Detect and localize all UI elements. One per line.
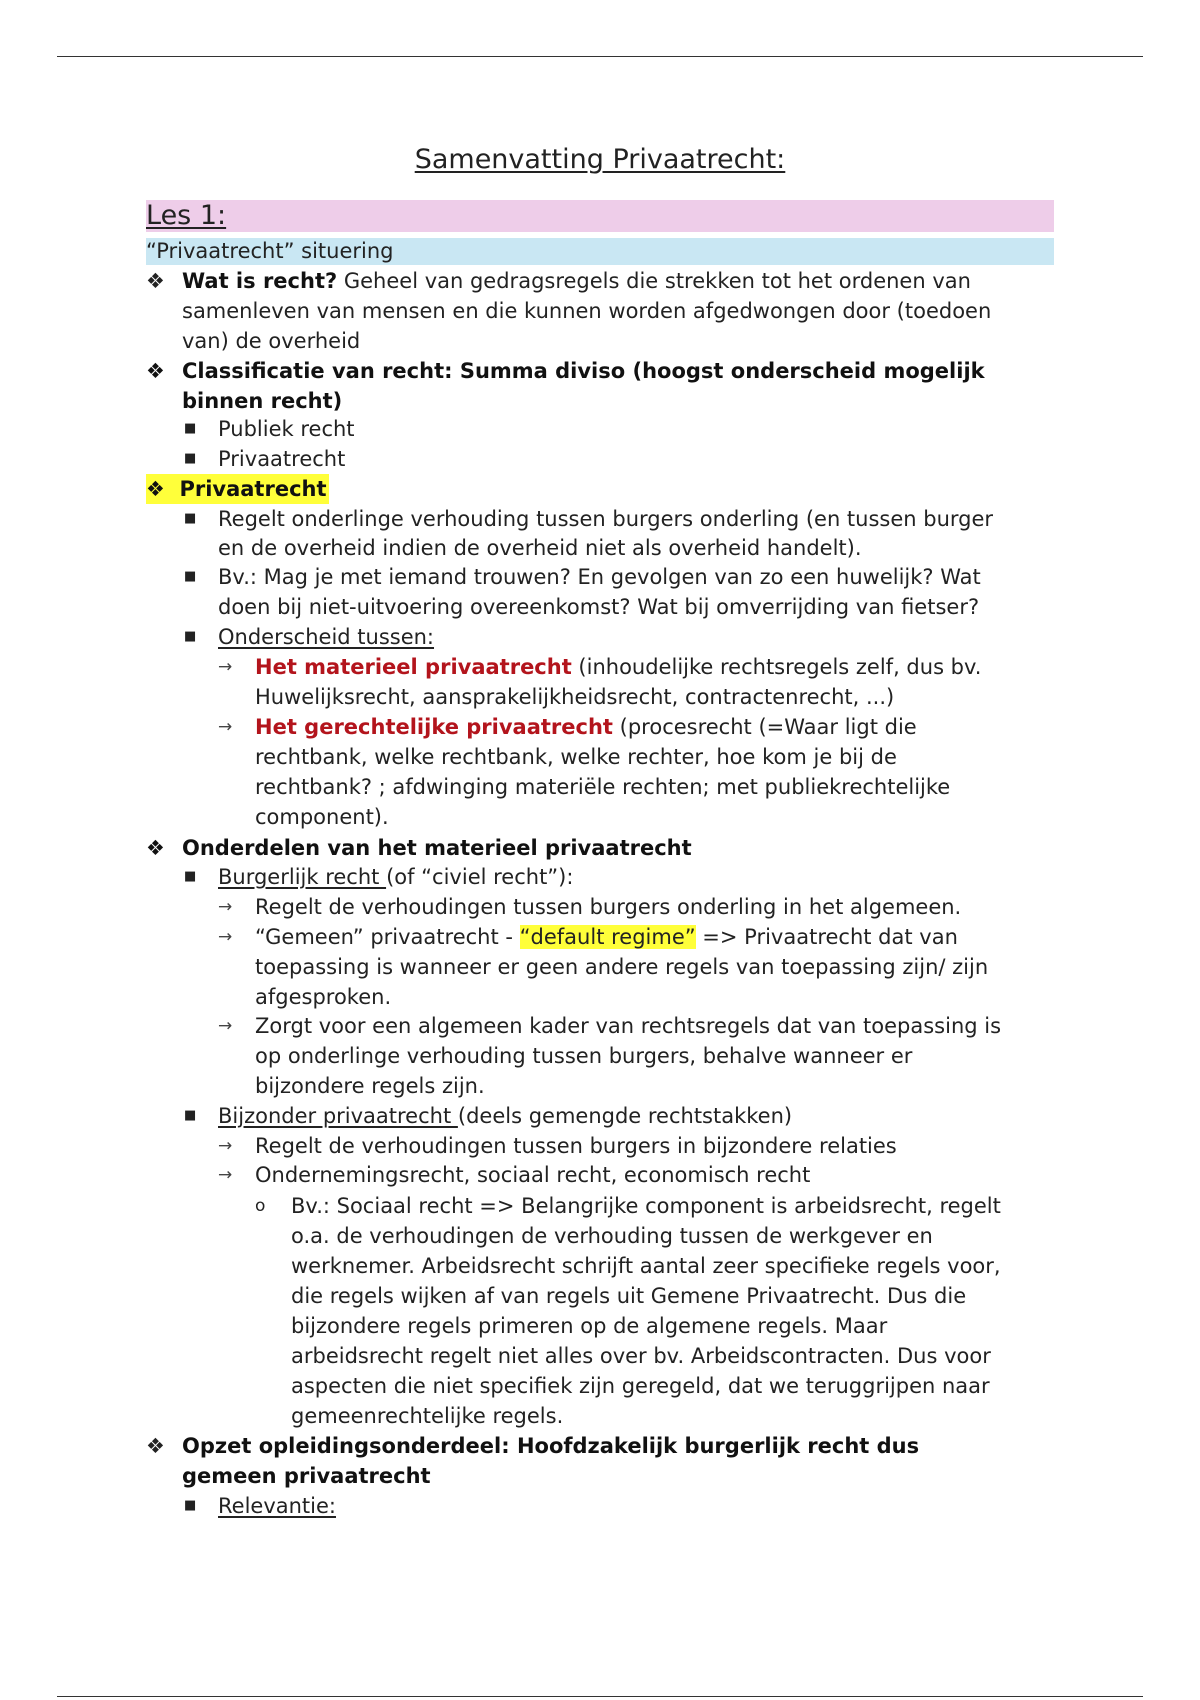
privaatrecht-b2-line-2: doen bij niet-uitvoering overeenkomst? Wat bij omverrijding van fietser?: [218, 595, 980, 619]
bijz-a2: Ondernemingsrecht, sociaal recht, economisch recht: [255, 1163, 811, 1187]
square-bullet-icon: ■: [184, 421, 197, 436]
footer-rule: [57, 1696, 1143, 1697]
arrow-bullet-icon: →: [218, 1165, 233, 1185]
bijzonder-privaatrecht-rest: (deels gemengde rechtstakken): [457, 1104, 793, 1128]
publiek-recht-item: Publiek recht: [218, 417, 355, 441]
burgerlijk-recht-term: Burgerlijk recht: [218, 865, 387, 889]
filled-diamond-bullet-icon: ❖: [146, 359, 165, 383]
square-bullet-icon: ■: [184, 869, 197, 884]
onderscheid-tussen: Onderscheid tussen:: [218, 625, 435, 649]
square-bullet-icon: ■: [184, 629, 197, 644]
square-bullet-icon: ■: [184, 1498, 197, 1513]
gerechtelijk-line-1: [255, 712, 917, 742]
arrow-bullet-icon: →: [218, 1136, 233, 1156]
bv-line-6: arbeidsrecht regelt niet alles over bv. Arbeidscontracten. Dus voor: [291, 1344, 991, 1368]
arrow-bullet-icon: →: [218, 927, 233, 947]
gerechtelijk-term: Het gerechtelijke privaatrecht: [255, 715, 613, 739]
wat-is-recht-line-1: [182, 266, 971, 296]
burgerlijk-recht-rest: (of “civiel recht”):: [386, 865, 574, 889]
lesson-heading-text: Les 1:: [146, 200, 227, 231]
materieel-line-1: [255, 652, 982, 682]
bijzonder-privaatrecht-line: [218, 1101, 792, 1131]
bijz-a1: Regelt de verhoudingen tussen burgers in bijzondere relaties: [255, 1134, 897, 1158]
bv-line-5: bijzondere regels primeren op de algemene regels. Maar: [291, 1314, 888, 1338]
materieel-line-2: Huwelijksrecht, aansprakelijkheidsrecht, contractenrecht, ...): [255, 685, 895, 709]
bv-line-2: o.a. de verhoudingen de verhouding tussen de werkgever en: [291, 1224, 933, 1248]
arrow-bullet-icon: →: [218, 717, 233, 737]
gerechtelijk-text: (procesrecht (=Waar ligt die: [612, 715, 917, 739]
bv-line-8: gemeenrechtelijke regels.: [291, 1404, 564, 1428]
opzet-line-2: gemeen privaatrecht: [182, 1464, 431, 1488]
arrow-bullet-icon: →: [218, 1016, 233, 1036]
wat-is-recht-term: Wat is recht?: [182, 269, 338, 293]
opzet-line-1: Opzet opleidingsonderdeel: Hoofdzakelijk burgerlijk recht dus: [182, 1434, 920, 1458]
relevantie-item: Relevantie:: [218, 1494, 336, 1518]
header-rule: [57, 56, 1143, 57]
bijzonder-privaatrecht-term: Bijzonder privaatrecht: [218, 1104, 458, 1128]
filled-diamond-bullet-icon: ❖: [146, 836, 165, 860]
gerechtelijk-line-4: component).: [255, 805, 389, 829]
bv-line-4: die regels wijken af van regels uit Gemene Privaatrecht. Dus die: [291, 1284, 967, 1308]
wat-is-recht-line-2: samenleven van mensen en die kunnen worden afgedwongen door (toedoen: [182, 299, 992, 323]
burg-a3-line-3: bijzondere regels zijn.: [255, 1074, 485, 1098]
classificatie-line-1: Classificatie van recht: Summa diviso (hoogst onderscheid mogelijk: [182, 359, 985, 383]
outline-diamond-bullet-icon: ❖: [146, 269, 165, 293]
gemeen-privaatrecht-text: “Gemeen” privaatrecht -: [255, 925, 520, 949]
privaatrecht-item: Privaatrecht: [218, 447, 346, 471]
arrow-bullet-icon: →: [218, 897, 233, 917]
privaatrecht-heading: [146, 474, 329, 504]
section-heading: [146, 238, 1054, 265]
bv-line-3: werknemer. Arbeidsrecht schrijft aantal zeer specifieke regels voor,: [291, 1254, 1001, 1278]
burg-a2-line-1: [255, 922, 958, 952]
onderdelen-heading: Onderdelen van het materieel privaatrecht: [182, 836, 692, 860]
privaatrecht-heading-text: Privaatrecht: [179, 477, 327, 501]
privaatrecht-b2-line-1: Bv.: Mag je met iemand trouwen? En gevolgen van zo een huwelijk? Wat: [218, 565, 981, 589]
materieel-text: (inhoudelijke rechtsregels zelf, dus bv.: [571, 655, 982, 679]
gerechtelijk-line-2: rechtbank, welke rechtbank, welke rechter, hoe kom je bij de: [255, 745, 897, 769]
square-bullet-icon: ■: [184, 569, 197, 584]
burgerlijk-recht-line: [218, 862, 573, 892]
privaatrecht-b1-line-2: en de overheid indien de overheid niet als overheid handelt).: [218, 536, 862, 560]
filled-diamond-bullet-icon: ❖: [146, 477, 165, 501]
arrow-bullet-icon: →: [218, 657, 233, 677]
classificatie-line-2: binnen recht): [182, 389, 343, 413]
gerechtelijk-line-3: rechtbank? ; afdwinging materiële rechten; met publiekrechtelijke: [255, 775, 951, 799]
square-bullet-icon: ■: [184, 451, 197, 466]
default-regime-highlight: “default regime”: [519, 925, 696, 949]
privaatrecht-b1-line-1: Regelt onderlinge verhouding tussen burgers onderling (en tussen burger: [218, 507, 994, 531]
outline-diamond-bullet-icon: ❖: [146, 1434, 165, 1458]
burg-a3-line-2: op onderlinge verhouding tussen burgers, behalve wanneer er: [255, 1044, 913, 1068]
burg-a3-line-1: Zorgt voor een algemeen kader van rechtsregels dat van toepassing is: [255, 1014, 1002, 1038]
bv-line-7: aspecten die niet specifiek zijn geregeld, dat we teruggrijpen naar: [291, 1374, 990, 1398]
section-heading-text: “Privaatrecht” situering: [146, 239, 394, 263]
burg-a2-line-3: afgesproken.: [255, 985, 392, 1009]
circle-bullet-icon: o: [255, 1196, 266, 1216]
lesson-heading: [146, 200, 1054, 232]
burg-a2-rest: => Privaatrecht dat van: [695, 925, 958, 949]
square-bullet-icon: ■: [184, 1108, 197, 1123]
wat-is-recht-text: Geheel van gedragsregels die strekken tot het ordenen van: [337, 269, 971, 293]
bv-line-1: Bv.: Sociaal recht => Belangrijke component is arbeidsrecht, regelt: [291, 1194, 1001, 1218]
burg-a1: Regelt de verhoudingen tussen burgers onderling in het algemeen.: [255, 895, 962, 919]
square-bullet-icon: ■: [184, 511, 197, 526]
document-title: Samenvatting Privaatrecht:: [414, 144, 786, 175]
wat-is-recht-line-3: van) de overheid: [182, 329, 361, 353]
materieel-term: Het materieel privaatrecht: [255, 655, 572, 679]
burg-a2-line-2: toepassing is wanneer er geen andere regels van toepassing zijn/ zijn: [255, 955, 989, 979]
